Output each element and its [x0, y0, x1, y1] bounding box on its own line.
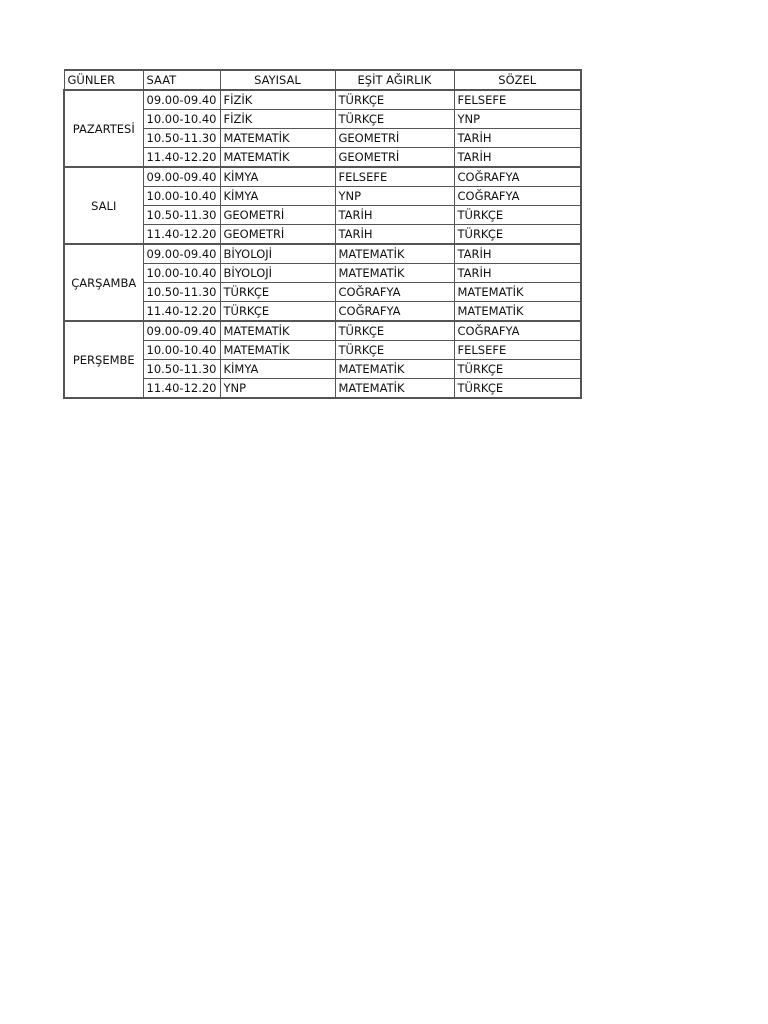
header-esit-agirlik: EŞİT AĞIRLIK: [335, 70, 454, 90]
time-cell: 10.00-10.40: [143, 187, 220, 206]
sozel-cell: FELSEFE: [454, 90, 581, 110]
esit-agirlik-cell: TÜRKÇE: [335, 110, 454, 129]
sozel-cell: COĞRAFYA: [454, 187, 581, 206]
day-group: [64, 90, 581, 167]
sozel-cell: TARİH: [454, 244, 581, 264]
time-cell: 11.40-12.20: [143, 148, 220, 168]
time-cell: 11.40-12.20: [143, 225, 220, 245]
sayisal-cell: GEOMETRİ: [220, 225, 335, 245]
time-cell: 10.50-11.30: [143, 360, 220, 379]
esit-agirlik-cell: MATEMATİK: [335, 264, 454, 283]
sayisal-cell: MATEMATİK: [220, 129, 335, 148]
day-cell: SALI: [64, 167, 143, 244]
sayisal-cell: FİZİK: [220, 90, 335, 110]
day-group: [64, 244, 581, 321]
sayisal-cell: BİYOLOJİ: [220, 244, 335, 264]
header-time: SAAT: [143, 70, 220, 90]
esit-agirlik-cell: TARİH: [335, 225, 454, 245]
time-cell: 09.00-09.40: [143, 321, 220, 341]
sayisal-cell: KİMYA: [220, 360, 335, 379]
sayisal-cell: MATEMATİK: [220, 148, 335, 168]
esit-agirlik-cell: MATEMATİK: [335, 244, 454, 264]
esit-agirlik-cell: MATEMATİK: [335, 379, 454, 399]
day-group: [64, 167, 581, 244]
sozel-cell: COĞRAFYA: [454, 321, 581, 341]
sayisal-cell: FİZİK: [220, 110, 335, 129]
sozel-cell: MATEMATİK: [454, 283, 581, 302]
time-cell: 11.40-12.20: [143, 302, 220, 322]
table-header: [64, 70, 581, 90]
time-cell: 09.00-09.40: [143, 167, 220, 187]
sayisal-cell: MATEMATİK: [220, 321, 335, 341]
sozel-cell: TARİH: [454, 129, 581, 148]
esit-agirlik-cell: FELSEFE: [335, 167, 454, 187]
table-row: [64, 244, 581, 264]
sayisal-cell: YNP: [220, 379, 335, 399]
time-cell: 10.00-10.40: [143, 110, 220, 129]
sayisal-cell: GEOMETRİ: [220, 206, 335, 225]
time-cell: 10.50-11.30: [143, 283, 220, 302]
header-days: GÜNLER: [64, 70, 143, 90]
sayisal-cell: KİMYA: [220, 187, 335, 206]
sozel-cell: YNP: [454, 110, 581, 129]
time-cell: 09.00-09.40: [143, 90, 220, 110]
sozel-cell: TÜRKÇE: [454, 206, 581, 225]
table-row: [64, 167, 581, 187]
time-cell: 11.40-12.20: [143, 379, 220, 399]
table-row: [64, 321, 581, 341]
time-cell: 09.00-09.40: [143, 244, 220, 264]
time-cell: 10.00-10.40: [143, 341, 220, 360]
sozel-cell: MATEMATİK: [454, 302, 581, 322]
header-sozel: SÖZEL: [454, 70, 581, 90]
day-cell: PAZARTESİ: [64, 90, 143, 167]
esit-agirlik-cell: TÜRKÇE: [335, 321, 454, 341]
sozel-cell: TARİH: [454, 264, 581, 283]
sozel-cell: TÜRKÇE: [454, 379, 581, 399]
esit-agirlik-cell: GEOMETRİ: [335, 129, 454, 148]
esit-agirlik-cell: GEOMETRİ: [335, 148, 454, 168]
time-cell: 10.50-11.30: [143, 206, 220, 225]
esit-agirlik-cell: MATEMATİK: [335, 360, 454, 379]
sozel-cell: TARİH: [454, 148, 581, 168]
header-sayisal: SAYISAL: [220, 70, 335, 90]
sozel-cell: TÜRKÇE: [454, 225, 581, 245]
esit-agirlik-cell: COĞRAFYA: [335, 283, 454, 302]
esit-agirlik-cell: TÜRKÇE: [335, 90, 454, 110]
sozel-cell: TÜRKÇE: [454, 360, 581, 379]
header-row: [64, 70, 581, 90]
day-cell: ÇARŞAMBA: [64, 244, 143, 321]
esit-agirlik-cell: COĞRAFYA: [335, 302, 454, 322]
esit-agirlik-cell: TÜRKÇE: [335, 341, 454, 360]
time-cell: 10.50-11.30: [143, 129, 220, 148]
sayisal-cell: KİMYA: [220, 167, 335, 187]
sayisal-cell: TÜRKÇE: [220, 283, 335, 302]
table-row: [64, 90, 581, 110]
sayisal-cell: BİYOLOJİ: [220, 264, 335, 283]
day-cell: PERŞEMBE: [64, 321, 143, 398]
time-cell: 10.00-10.40: [143, 264, 220, 283]
sozel-cell: COĞRAFYA: [454, 167, 581, 187]
day-group: [64, 321, 581, 398]
schedule-table: [63, 69, 582, 399]
sozel-cell: FELSEFE: [454, 341, 581, 360]
sayisal-cell: MATEMATİK: [220, 341, 335, 360]
esit-agirlik-cell: YNP: [335, 187, 454, 206]
sayisal-cell: TÜRKÇE: [220, 302, 335, 322]
schedule-sheet: [63, 69, 582, 399]
esit-agirlik-cell: TARİH: [335, 206, 454, 225]
